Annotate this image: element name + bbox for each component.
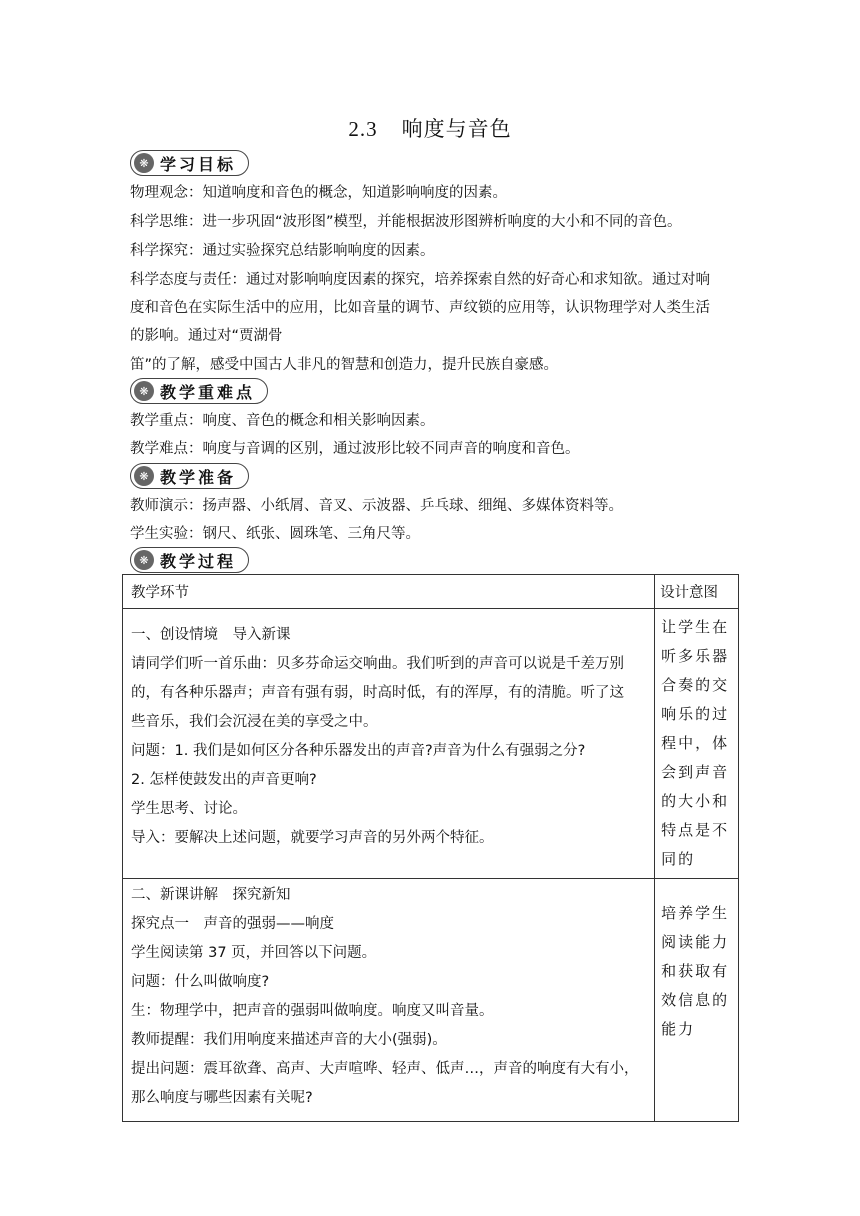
row2-line: 探究点一 声音的强弱——响度 — [131, 916, 334, 932]
goal-line-5: 度和音色在实际生活中的应用，比如音量的调节、声纹锁的应用等，认识物理学对人类生活 — [130, 300, 710, 316]
goal-line-6: 的影响。通过对“贾湖骨 — [130, 328, 283, 344]
book-icon: ❋ — [134, 153, 154, 173]
header-cell-stage: 教学环节 — [123, 575, 655, 609]
process-table — [122, 574, 739, 1122]
intent-cell: 培养学生 阅读能力 和获取有 效信息的 能力 — [655, 879, 739, 1122]
page-title — [0, 113, 860, 143]
row1-line: 2. 怎样使鼓发出的声音更响? — [131, 772, 317, 788]
goal-line-4: 科学态度与责任：通过对影响响度因素的探究，培养探索自然的好奇心和求知欲。通过对响 — [130, 272, 710, 288]
stage-cell — [123, 609, 655, 879]
goal-line-1: 物理观念：知道响度和音色的概念，知道影响响度的因素。 — [130, 185, 507, 201]
goal-line-3: 科学探究：通过实验探究总结影响响度的因素。 — [130, 243, 435, 259]
row2-line: 提出问题：震耳欲聋、高声、大声喧哗、轻声、低声…，声音的响度有大有小， — [131, 1061, 639, 1077]
keypoint-line-1: 教学重点：响度、音色的概念和相关影响因素。 — [130, 413, 435, 429]
table-header-row — [123, 575, 739, 609]
table-row — [123, 879, 739, 1122]
row1-line: 的，有各种乐器声；声音有强有弱，时高时低，有的浑厚，有的清脆。听了这 — [131, 685, 624, 701]
intent-cell: 让学生在 听多乐器 合奏的交 响乐的过 程中，体 会到声音 的大小和 特点是不 同的 — [655, 609, 739, 879]
row2-line: 教师提醒：我们用响度来描述声音的大小(强弱)。 — [131, 1032, 447, 1048]
section-badge-process: ❋ 教学过程 — [130, 547, 249, 573]
row1-line: 一、创设情境 导入新课 — [131, 627, 291, 643]
book-icon: ❋ — [134, 381, 154, 401]
row2-line: 二、新课讲解 探究新知 — [131, 887, 291, 903]
row1-line: 学生思考、讨论。 — [131, 801, 247, 817]
section-title: 响度与音色 — [401, 117, 512, 141]
table-row — [123, 609, 739, 879]
section-badge-goals: ❋ 学习目标 — [130, 150, 249, 176]
row1-line: 问题：1. 我们是如何区分各种乐器发出的声音?声音为什么有强弱之分? — [131, 743, 586, 759]
section-number: 2.3 — [348, 117, 378, 141]
book-icon: ❋ — [134, 466, 154, 486]
prep-line-2: 学生实验：钢尺、纸张、圆珠笔、三角尺等。 — [130, 526, 420, 542]
keypoint-line-2: 教学难点：响度与音调的区别，通过波形比较不同声音的响度和音色。 — [130, 441, 580, 457]
goal-line-2: 科学思维：进一步巩固“波形图”模型，并能根据波形图辨析响度的大小和不同的音色。 — [130, 214, 682, 230]
stage-cell — [123, 879, 655, 1122]
row1-line: 请同学们听一首乐曲：贝多芬命运交响曲。我们听到的声音可以说是千差万别 — [131, 656, 624, 672]
goal-line-7: 笛”的了解，感受中国古人非凡的智慧和创造力，提升民族自豪感。 — [130, 357, 559, 373]
row2-line: 问题：什么叫做响度? — [131, 974, 270, 990]
row2-line: 那么响度与哪些因素有关呢? — [131, 1090, 313, 1106]
section-badge-keypoints: ❋ 教学重难点 — [130, 378, 268, 404]
prep-line-1: 教师演示：扬声器、小纸屑、音叉、示波器、乒乓球、细绳、多媒体资料等。 — [130, 498, 623, 514]
row1-line: 些音乐，我们会沉浸在美的享受之中。 — [131, 714, 378, 730]
row2-line: 学生阅读第 37 页，并回答以下问题。 — [131, 945, 377, 961]
book-icon: ❋ — [134, 550, 154, 570]
row2-line: 生：物理学中，把声音的强弱叫做响度。响度又叫音量。 — [131, 1003, 494, 1019]
row1-line: 导入：要解决上述问题，就要学习声音的另外两个特征。 — [131, 830, 494, 846]
header-cell-intent: 设计意图 — [655, 575, 739, 609]
section-badge-prep: ❋ 教学准备 — [130, 463, 249, 489]
